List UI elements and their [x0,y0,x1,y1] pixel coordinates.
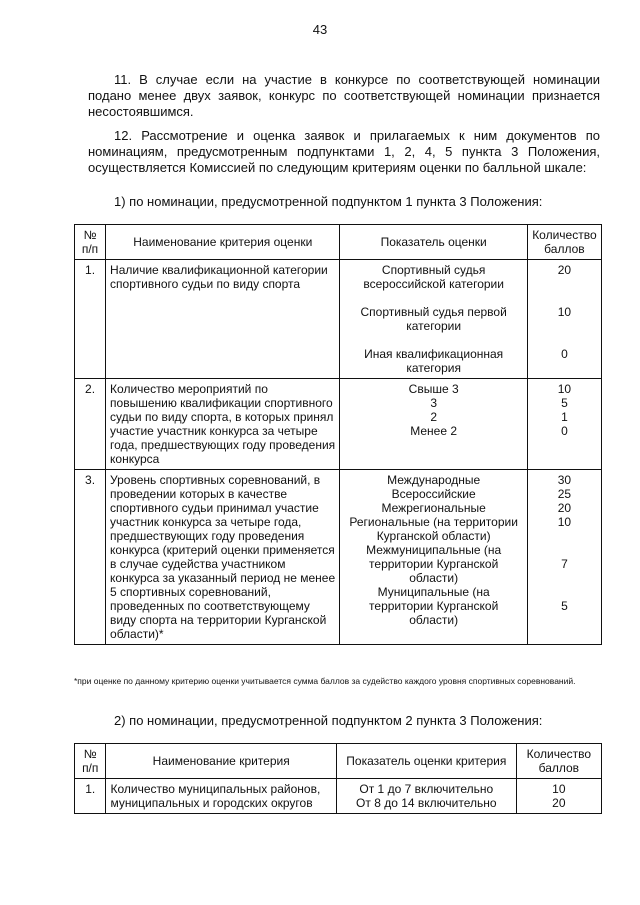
row-indicators [340,260,527,379]
header-num: № п/п [75,225,106,260]
points-value: 10 [552,782,566,796]
points-value: 5 [561,396,568,410]
points-value: 20 [557,263,572,277]
row-points [516,779,601,814]
subsection-1-heading: 1) по номинации, предусмотренной подпунктом 1 пункта 3 Положения: [114,194,543,209]
indicator-value: Межмуниципальные (на территории Курганской области) [366,543,502,585]
points-value: 30 [557,473,572,487]
header-points: Количество баллов [527,225,601,260]
paragraph-12: 12. Рассмотрение и оценка заявок и прилагаемых к ним документов по номинациям, предусмотренным подпунктами 1, 2, 4, 5 пункта 3 Положения, осуществляется Комиссией по следующим критериям оценки по балльной шкале: [88,128,600,175]
table-header-row [75,225,602,260]
indicator-value: Менее 2 [410,424,458,438]
points-value: 20 [552,796,566,810]
points-value: 10 [557,382,572,396]
header-name: Наименование критерия оценки [106,225,340,260]
header-num: № п/п [75,744,106,779]
criteria-table-2 [74,743,602,814]
row-indicators [336,779,516,814]
row-criterion: Количество мероприятий по повышению квалификации спортивного судьи по виду спорта, в которых принял участие участник конкурса за четыре года, предшествующих году проведения конкурса [106,379,340,470]
header-name: Наименование критерия [106,744,336,779]
row-criterion: Количество муниципальных районов, муниципальных и городских округов [106,779,336,814]
page-number: 43 [312,22,328,37]
row-points [527,260,601,379]
indicator-value: Спортивный судья всероссийской категории [363,263,504,291]
points-value: 7 [561,557,568,571]
points-value: 0 [561,424,568,438]
indicator-value: 3 [430,396,437,410]
row-points [527,470,601,645]
points-value: 10 [557,305,572,319]
paragraph-11: 11. В случае если на участие в конкурсе по соответствующей номинации подано менее двух заявок, конкурс по соответствующей номинации признается несостоявшимся. [88,72,600,119]
row-num: 1. [75,779,106,814]
row-num: 3. [75,470,106,645]
footnote: *при оценке по данному критерию оценки учитывается сумма баллов за судейство каждого уровня спортивных соревнований. [74,676,576,686]
indicator-value: Спортивный судья первой категории [360,305,507,333]
header-points: Количество баллов [516,744,601,779]
indicator-value: От 1 до 7 включительно [359,782,494,796]
indicator-value: Межрегиональные [381,501,486,515]
points-value: 20 [557,501,572,515]
row-criterion: Уровень спортивных соревнований, в проведении которых в качестве спортивного судьи принимал участие участник конкурса за четыре года, предшествующих году проведения конкурса (критерий оценки применяется в случае судейства участником конкурса за указанный период не менее 5 спортивных соревнований, проведенных по соответствующему виду спорта на территории Курганской области)* [106,470,340,645]
points-value: 10 [557,515,572,529]
criteria-table-1 [74,224,602,645]
indicator-value: Международные [387,473,481,487]
indicator-value: Свыше 3 [408,382,459,396]
row-indicators [340,470,527,645]
table-row [75,779,602,814]
points-value: 1 [561,410,568,424]
table-header-row [75,744,602,779]
indicator-value: 2 [430,410,437,424]
points-value: 0 [561,347,568,361]
header-indicator: Показатель оценки критерия [336,744,516,779]
indicator-value: Региональные (на территории Курганской области) [349,515,518,543]
points-value: 5 [561,599,568,613]
subsection-2-heading: 2) по номинации, предусмотренной подпунктом 2 пункта 3 Положения: [114,713,543,728]
indicator-value: Всероссийские [391,487,476,501]
row-criterion: Наличие квалификационной категории спортивного судьи по виду спорта [106,260,340,379]
table-row [75,260,602,379]
indicator-value: Иная квалификационная категория [364,347,504,375]
row-num: 2. [75,379,106,470]
points-value: 25 [557,487,572,501]
table-row [75,470,602,645]
row-points [527,379,601,470]
indicator-value: Муниципальные (на территории Курганской области) [369,585,499,627]
row-num: 1. [75,260,106,379]
row-indicators [340,379,527,470]
header-indicator: Показатель оценки [340,225,527,260]
indicator-value: От 8 до 14 включительно [356,796,497,810]
table-row [75,379,602,470]
